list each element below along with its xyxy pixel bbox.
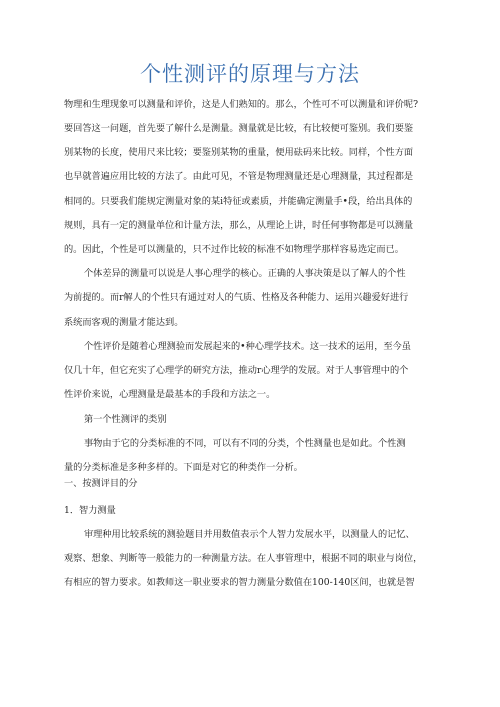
paragraph-line: 量的分类标准是多种多样的。下面是对它的种类作一分析。	[64, 462, 303, 473]
paragraph-line: 别某物的长度，使用尺来比较；要鉴别某物的重量，便用砝码来比较。同样，个性方面	[64, 147, 414, 158]
paragraph-line: 个体差异的测量可以说是人事心理学的核心。正确的人事决策是以了解人的个性	[84, 268, 406, 279]
paragraph-line: 物理和生理现象可以测量和评价，这是人们熟知的。那么，个性可不可以测量和评价呢?	[64, 99, 419, 110]
paragraph-line: 有相应的智力要求。如教师这一职业要求的智力测量分数值在100-140区间，也就是智	[64, 577, 415, 588]
paragraph-line: 的。因此，个性是可以测量的，只不过作比较的标准不如物理学那样容易选定而已。	[64, 244, 404, 255]
paragraph-line: 仅几十年，但它充实了心理学的研究方法，推动r心理学的发展。对于人事管理中的个	[64, 365, 409, 376]
subsection-heading: 1．智力测量	[64, 505, 116, 516]
paragraph-line: 系统而客观的测量才能达到。	[64, 317, 184, 328]
document-title: 个性测评的原理与方法	[140, 62, 360, 86]
section-heading: 第一个性测评的类别	[84, 414, 167, 425]
paragraph-line: 性评价来说，心理测量是最基本的手段和方法之一。	[64, 389, 276, 400]
paragraph-line: 个性评价是随着心理测验而发展起来的•种心理学技术。这一技术的运用，至今虽	[84, 341, 411, 352]
paragraph-line: 规则，具有一定的测量单位和计量方法，那么，从理论上讲，时任何事物都是可以测量	[64, 220, 414, 231]
paragraph-line: 审理种用比较系统的测验题目并用数值表示个人智力发展水平，以测量人的记忆、	[84, 529, 415, 540]
paragraph-line: 观察、想象、判断等一般能力的一种测量方法。在人事管理中，根据不同的职业与岗位，	[64, 553, 423, 564]
paragraph-line: 要回答这一问题，首先要了解什么是测量。测量就是比较，有比较便可鉴别。我们要鉴	[64, 123, 414, 134]
paragraph-line: 事物由于它的分类标准的不同，可以有不同的分类，个性测量也是如此。个性测	[84, 438, 406, 449]
paragraph-line: 也早就普遍应用比较的方法了。由此可见，不管是物理测量还是心理测量，其过程都是	[64, 171, 414, 182]
paragraph-line: 相同的。只要我们能规定测量对象的某i特征或素质，并能确定测量手•段，给出具体的	[64, 196, 413, 207]
subsection-heading: 一、按测评目的分	[64, 478, 138, 489]
paragraph-line: 为前提的。而r解人的个性只有通过对人的气质、性格及各种能力、运用兴趣爱好进行	[64, 292, 409, 303]
